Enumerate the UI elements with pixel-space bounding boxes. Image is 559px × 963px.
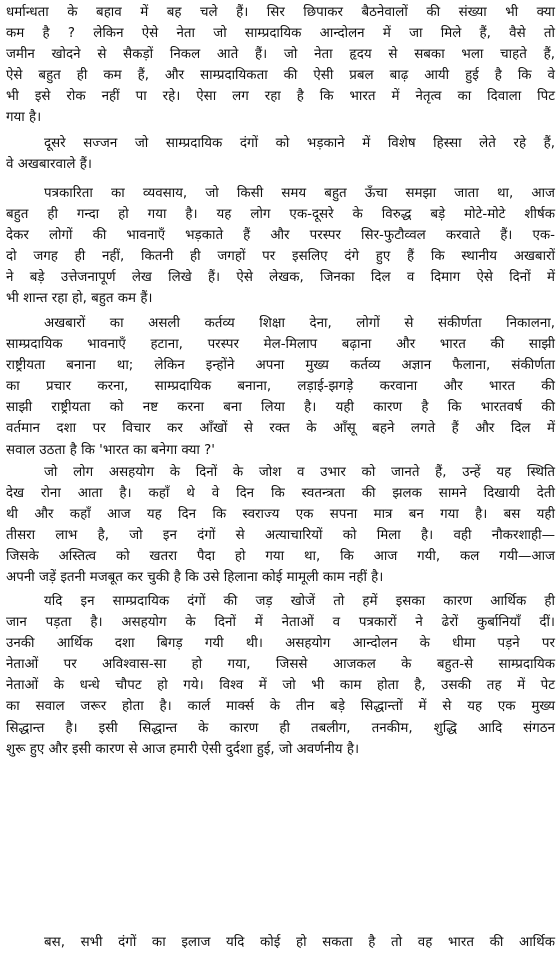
text-line: नेताओं के धन्धे चौपट हो गये। विश्व में जो भी काम होता है, उसकी तह में पेट [6,678,555,694]
paragraph-7 [0,932,559,953]
text-line: नेताओं पर अविश्वास-सा हो गया, जिससे आजकल के बहुत-से साम्प्रदायिक [6,657,555,673]
text-line: सिद्धान्त है। इसी सिद्धान्त के कारण ही तबलीग, तनकीम, शुद्धि आदि संगठन [6,720,555,736]
text-line: जो लोग असहयोग के दिनों के जोश व उभार को जानते हैं, उन्हें यह स्थिति [44,465,555,480]
text-line: जिसके अस्तित्व को खतरा पैदा हो गया था, कि आज गयी, कल गयी—आज [6,549,555,565]
text-line: तीसरा लाभ है, जो इन दंगों से अत्याचारियों को मिला है। वही नौकरशाही— [6,528,555,544]
text-line: देकर लोगों की भावनाएँ भड़काते हैं और परस्पर सिर-फुटौव्वल करवाते हैं। एक- [6,228,555,244]
text-line: थी और कहाँ आज यह दिन कि स्वराज्य एक सपना मात्र बन गया है। बस यही [6,507,555,523]
text-line: अखबारों का असली कर्तव्य शिक्षा देना, लोगों से संकीर्णता निकालना, [44,316,555,331]
text-line: वे अखबारवाले हैं। [6,157,92,173]
text-line: राष्ट्रीयता बनाना था; लेकिन इन्होंने अपना मुख्य कर्तव्य अज्ञान फैलाना, संकीर्णता [6,358,555,374]
text-line: ने बड़े उत्तेजनापूर्ण लेख लिखे हैं। ऐसे लेखक, जिनका दिल व दिमाग ऐसे दिनों में [6,270,555,286]
text-line: जमीन खोदने से सैकड़ों निकल आते हैं। जो नेता हृदय से सबका भला चाहते हैं, [6,47,555,63]
text-line: कम है ? लेकिन ऐसे नेता जो साम्प्रदायिक आन्दोलन में जा मिले हैं, वैसे तो [6,26,555,42]
text-line: बस, सभी दंगों का इलाज यदि कोई हो सकता है तो वह भारत की आर्थिक [44,935,555,950]
text-line: उनकी आर्थिक दशा बिगड़ गयी थी। असहयोग आन्दोलन के धीमा पड़ने पर [6,636,555,652]
text-line: सवाल उठता है कि 'भारत का बनेगा क्या ?' [6,442,215,458]
text-line: भी शान्त रहा हो, बहुत कम हैं। [6,291,153,307]
text-line: ऐसे बहुत ही कम हैं, और साम्प्रदायिकता की ऐसी प्रबल बाढ़ आयी हुई है कि वे [6,68,555,84]
text-line: का प्रचार करना, साम्प्रदायिक बनाना, लड़ाई-झगड़े करवाना और भारत की [6,379,555,395]
text-line: अपनी जड़ें इतनी मजबूत कर चुकी है कि उसे हिलाना कोई मामूली काम नहीं है। [6,570,384,586]
text-line: देख रोना आता है। कहाँ थे वे दिन कि स्वतन्त्रता की झलक सामने दिखायी देती [6,486,555,502]
text-line: बहुत ही गन्दा हो गया है। यह लोग एक-दूसरे के विरुद्ध बड़े मोटे-मोटे शीर्षक [6,207,555,223]
text-line: का सवाल जरूर होता है। कार्ल मार्क्स के तीन बड़े सिद्धान्तों में से यह एक मुख्य [6,699,555,715]
paragraph-5 [0,462,559,589]
text-line: जान पड़ता है। असहयोग के दिनों में नेताओं व पत्रकारों ने ढेरों कुर्बानियाँ दीं। [6,615,555,631]
text-line: पत्रकारिता का व्यवसाय, जो किसी समय बहुत ऊँचा समझा जाता था, आज [44,186,555,201]
paragraph-1 [0,2,559,129]
paragraph-6 [0,591,559,760]
text-line: शुरू हुए और इसी कारण से आज हमारी ऐसी दुर्दशा हुई, जो अवर्णनीय है। [6,741,360,757]
text-line: दूसरे सज्जन जो साम्प्रदायिक दंगों को भड़काने में विशेष हिस्सा लेते रहे हैं, [44,136,555,151]
text-line: वर्तमान दशा पर विचार कर आँखों से रक्त के आँसू बहने लगते हैं और दिल में [6,421,555,437]
text-line: दो जगह ही नहीं, कितनी ही जगहों पर इसलिए दंगे हुए हैं कि स्थानीय अखबारों [6,249,555,265]
paragraph-4 [0,313,559,461]
text-line: भी इसे रोक नहीं पा रहे। ऐसा लग रहा है कि भारत में नेतृत्व का दिवाला पिट [6,89,555,105]
paragraph-2 [0,133,559,175]
text-line: धर्मान्धता के बहाव में बह चले हैं। सिर छिपाकर बैठनेवालों की संख्या भी क्या [6,5,555,20]
text-line: यदि इन साम्प्रदायिक दंगों की जड़ खोजें तो हमें इसका कारण आर्थिक ही [44,594,555,609]
text-line: साम्प्रदायिक भावनाएँ हटाना, परस्पर मेल-मिलाप बढ़ाना और भारत की साझी [6,337,555,353]
text-line: गया है। [6,110,42,126]
text-line: साझी राष्ट्रीयता को नष्ट करना बना लिया है। यही कारण है कि भारतवर्ष की [6,400,555,416]
paragraph-3 [0,183,559,310]
